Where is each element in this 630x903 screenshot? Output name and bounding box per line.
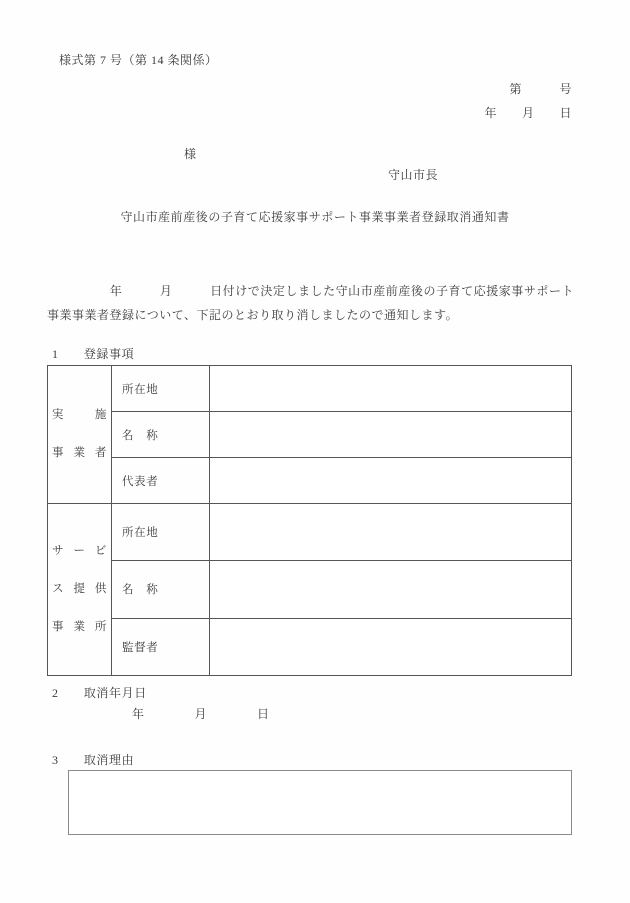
table-row <box>48 618 572 675</box>
section-1-number: 1 <box>52 347 59 361</box>
addressee-honorific: 様 <box>184 147 197 161</box>
group-label-line: 実施 <box>52 409 107 421</box>
group-label-line: 事業所 <box>52 621 107 633</box>
section-3-number: 3 <box>52 753 59 767</box>
row-value-address[interactable] <box>210 504 572 561</box>
table-row <box>48 504 572 561</box>
registration-table <box>47 365 572 676</box>
table-row <box>48 412 572 458</box>
section-1-label: 登録事項 <box>83 347 135 361</box>
group-label-line: 事業者 <box>52 447 107 459</box>
group-label-line: ス提供 <box>52 583 107 595</box>
row-label-supervisor: 監督者 <box>112 618 210 675</box>
group-label-line: サービ <box>52 545 107 557</box>
row-value-name[interactable] <box>210 412 572 458</box>
document-title: 守山市産前産後の子育て応援家事サポート事業事業者登録取消通知書 <box>120 210 510 224</box>
section-3-label: 取消理由 <box>83 753 135 767</box>
row-label-name: 名 称 <box>112 561 210 618</box>
cancellation-date-field[interactable]: 年 月 日 <box>132 707 270 721</box>
row-value-address[interactable] <box>210 366 572 412</box>
row-value-supervisor[interactable] <box>210 618 572 675</box>
section-1-heading <box>52 345 134 362</box>
row-value-name[interactable] <box>210 561 572 618</box>
document-date-field: 年 月 日 <box>484 106 572 120</box>
table-row <box>48 366 572 412</box>
row-label-address: 所在地 <box>112 366 210 412</box>
row-value-representative[interactable] <box>210 458 572 504</box>
document-number-field: 第 号 <box>509 82 572 96</box>
section-2-number: 2 <box>52 686 59 700</box>
issuer-name: 守山市長 <box>388 168 439 182</box>
form-number: 様式第 7 号（第 14 条関係） <box>59 53 218 67</box>
row-label-address: 所在地 <box>112 504 210 561</box>
body-paragraph: 年 月 日付けで決定しました守山市産前産後の子育て応援家事サポート事業事業者登録について、下記のとおり取り消しましたので通知します。 <box>47 284 574 322</box>
table-group-label-service-office <box>48 504 112 676</box>
section-2-label: 取消年月日 <box>83 686 147 700</box>
section-2-heading <box>52 684 147 701</box>
table-row <box>48 458 572 504</box>
row-label-representative: 代表者 <box>112 458 210 504</box>
table-group-label-operator <box>48 366 112 504</box>
row-label-name: 名 称 <box>112 412 210 458</box>
section-3-heading <box>52 751 134 768</box>
table-row <box>48 561 572 618</box>
cancellation-reason-box[interactable] <box>68 770 572 835</box>
